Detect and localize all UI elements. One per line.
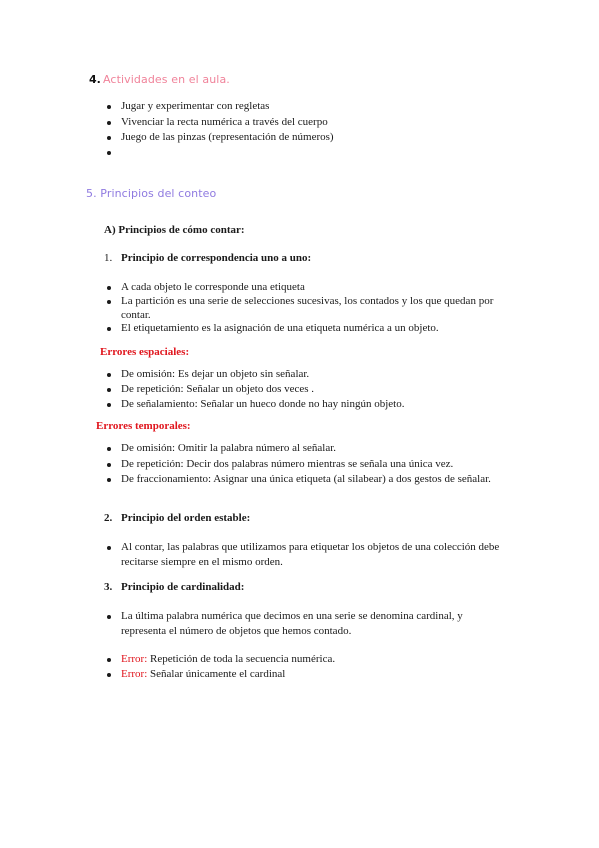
list-item: La partición es una serie de selecciones sucesivas, los contados y los que quedan por [121,295,494,307]
temporal-errors-title: Errores temporales: [96,420,191,432]
principle-2-number: 2. [104,512,113,524]
list-item: De omisión: Omitir la palabra número al señalar. [121,442,337,454]
section-5-title: 5. Principios del conteo [86,187,217,200]
principle-1-heading: Principio de correspondencia uno a uno: [121,252,312,264]
error-item [121,667,285,681]
list-item: De repetición: Decir dos palabras número mientras se señala una única vez. [121,458,454,470]
paragraph-line: representa el número de objetos que hemos contado. [121,625,352,637]
principle-3-heading: Principio de cardinalidad: [121,581,245,593]
list-item: A cada objeto le corresponde una etiqueta [121,281,305,293]
bullet-icon [107,673,111,677]
principle-2-heading: Principio del orden estable: [121,512,251,524]
bullet-icon [107,136,111,140]
bullet-icon [107,463,111,467]
error-label: Error: [121,668,148,680]
bullet-icon [107,658,111,662]
section-4-number: 4. [89,73,101,86]
list-item: Vivenciar la recta numérica a través del cuerpo [121,116,328,128]
error-label: Error: [121,653,148,665]
list-item: De omisión: Es dejar un objeto sin señalar. [121,368,310,380]
error-item [121,652,335,666]
error-text: Repetición de toda la secuencia numérica. [147,653,336,665]
bullet-icon [107,546,111,550]
bullet-icon [107,373,111,377]
list-item: De fraccionamiento: Asignar una única etiqueta (al silabear) a dos gestos de señalar. [121,473,491,485]
bullet-icon [107,151,111,155]
section-4-title: Actividades en el aula. [103,73,230,86]
subsection-a-heading: A) Principios de cómo contar: [104,224,245,236]
list-item: El etiquetamiento es la asignación de una etiqueta numérica a un objeto. [121,322,439,334]
bullet-icon [107,615,111,619]
list-item: De repetición: Señalar un objeto dos veces . [121,383,315,395]
paragraph-line: Al contar, las palabras que utilizamos para etiquetar los objetos de una colección debe [121,541,500,553]
paragraph-line: recitarse siempre en el mismo orden. [121,556,283,568]
bullet-icon [107,388,111,392]
list-item: Juego de las pinzas (representación de números) [121,131,334,143]
bullet-icon [107,105,111,109]
list-item-continuation: contar. [121,309,151,321]
bullet-icon [107,447,111,451]
list-item: Jugar y experimentar con regletas [121,100,270,112]
list-item: De señalamiento: Señalar un hueco donde no hay ningún objeto. [121,398,405,410]
bullet-icon [107,403,111,407]
bullet-icon [107,300,111,304]
bullet-icon [107,121,111,125]
error-text: Señalar únicamente el cardinal [147,668,286,680]
principle-1-number: 1. [104,252,113,264]
bullet-icon [107,327,111,331]
paragraph-line: La última palabra numérica que decimos en una serie se denomina cardinal, y [121,610,463,622]
bullet-icon [107,286,111,290]
bullet-icon [107,478,111,482]
principle-3-number: 3. [104,581,113,593]
spatial-errors-title: Errores espaciales: [100,346,190,358]
